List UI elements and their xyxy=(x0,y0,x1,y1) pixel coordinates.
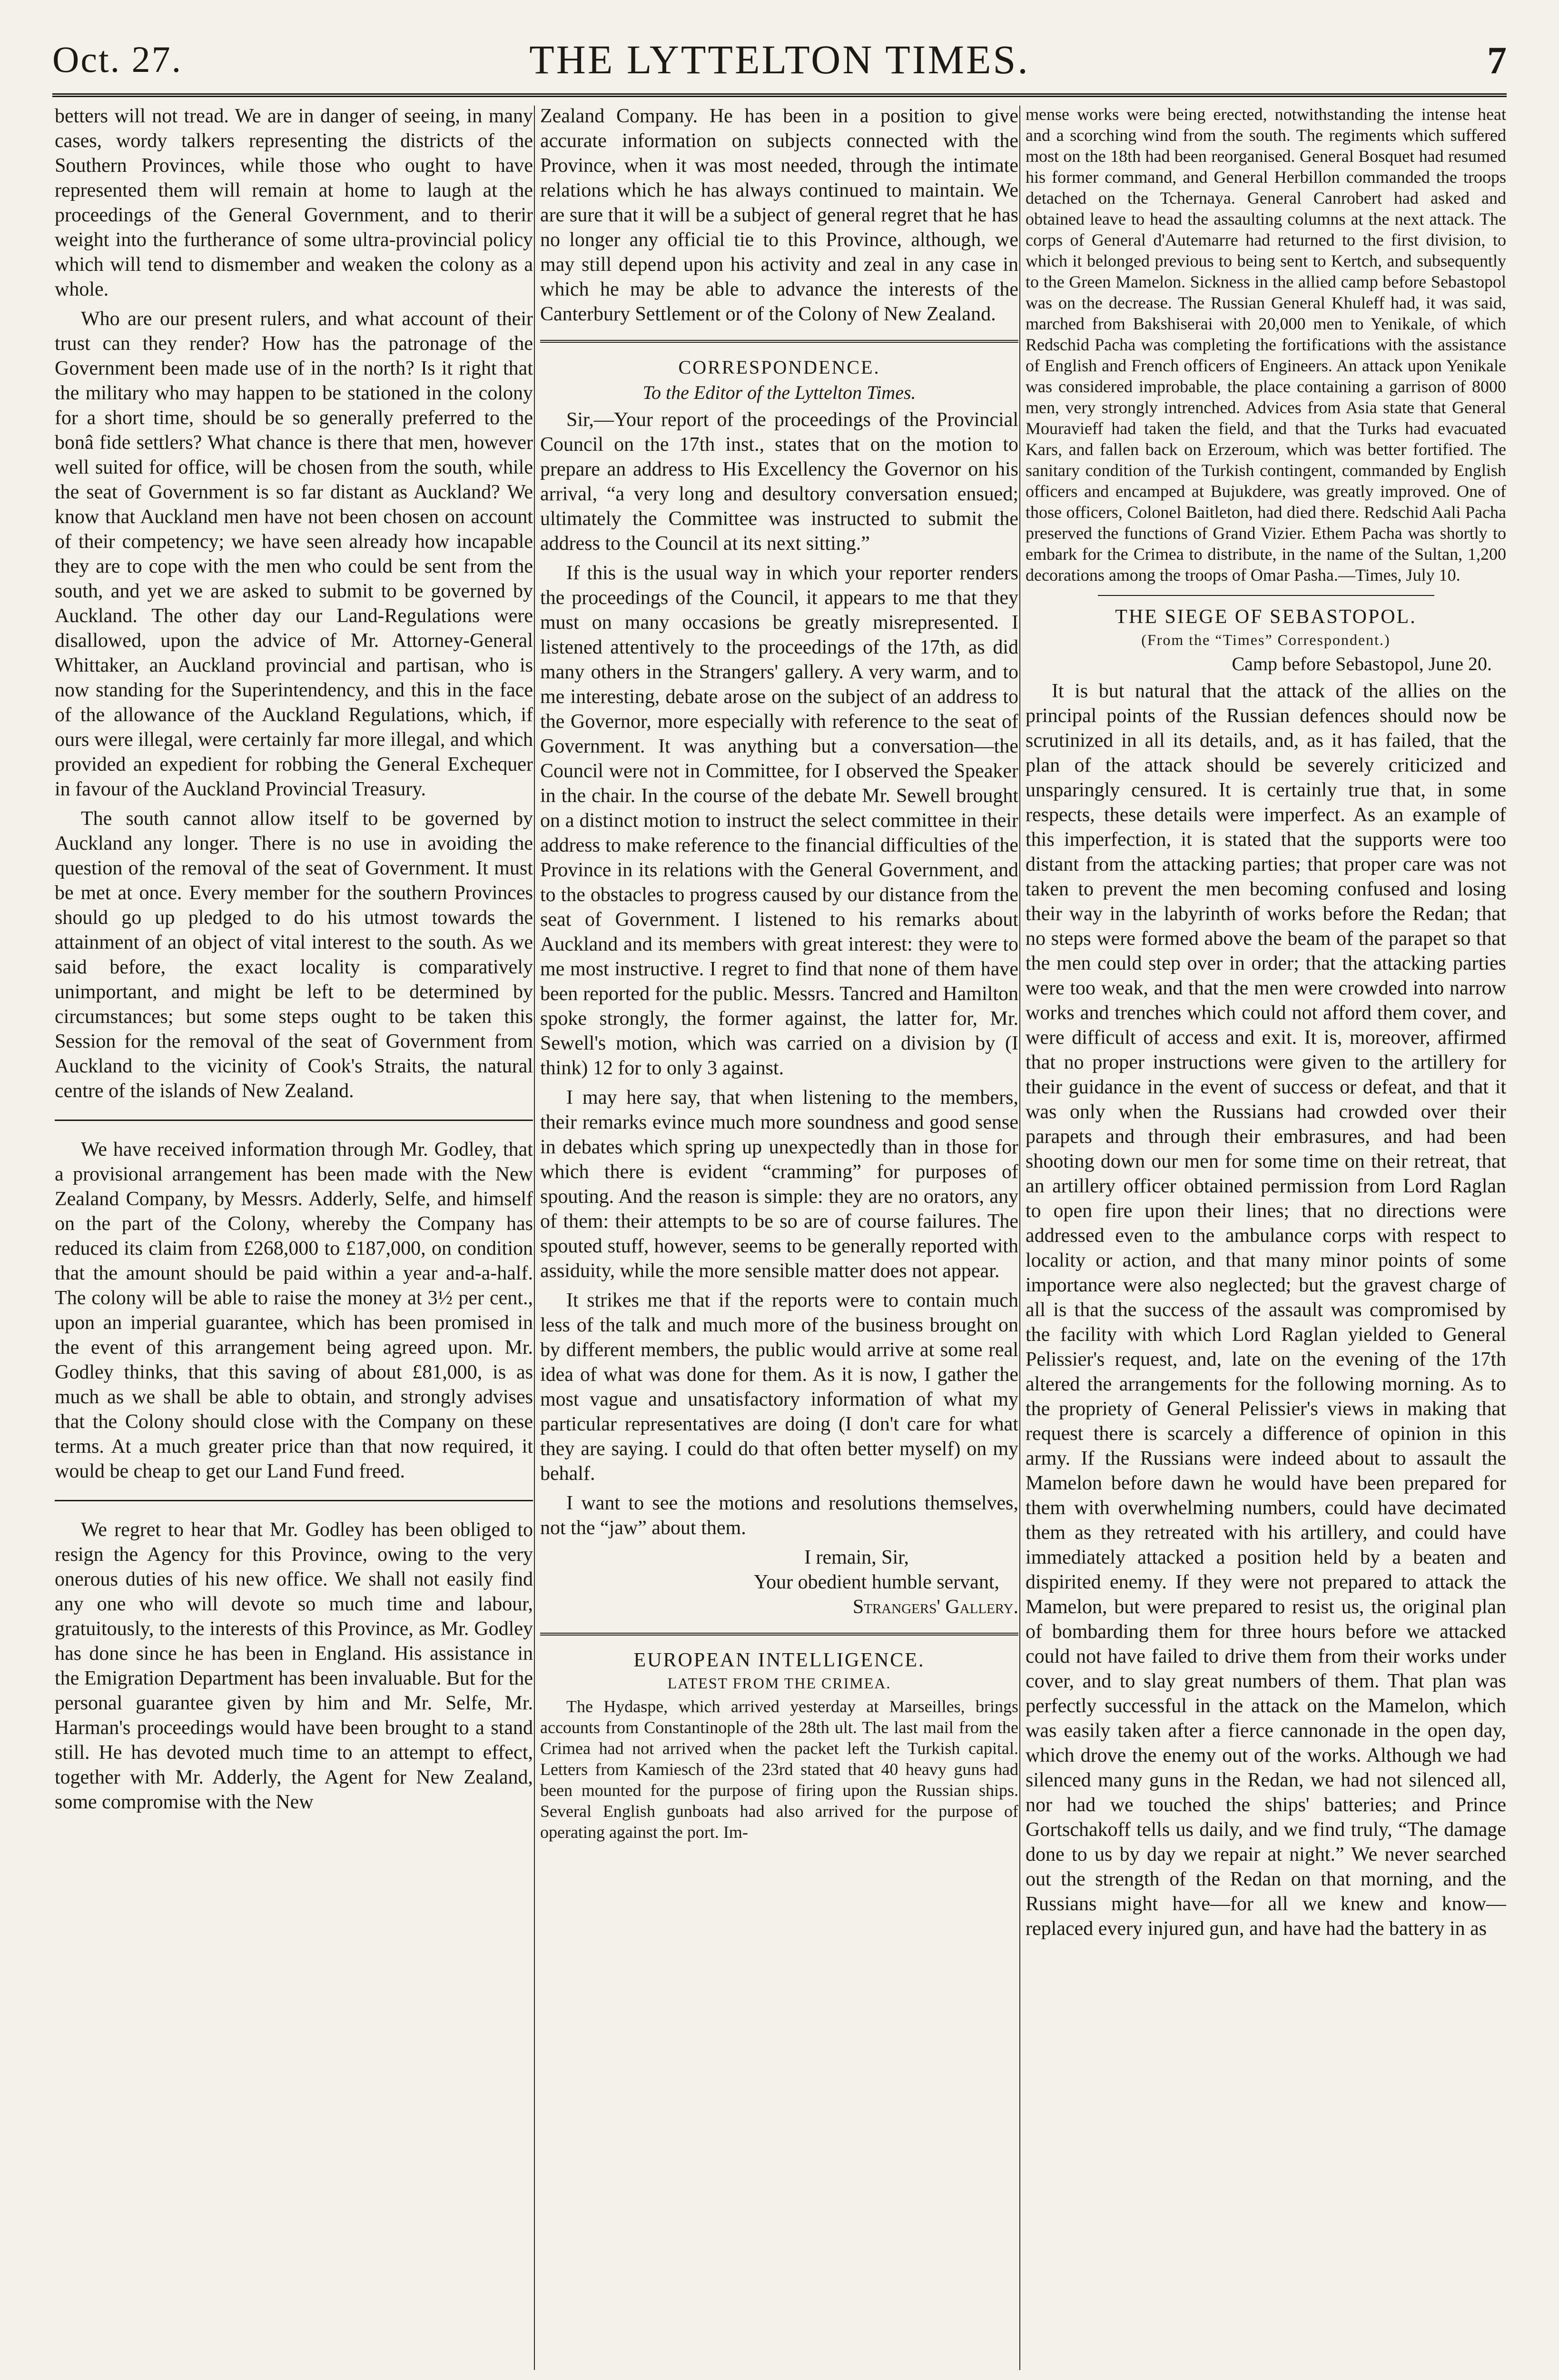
section-heading: CORRESPONDENCE. xyxy=(678,357,880,378)
article-paragraph: Zealand Company. He has been in a position to give accurate information on subjects connected with the Province, when it was most needed, through the intimate relations which he has always continued to maintain. We are sure that it will be a subject of general regret that he has no longer any official tie to this Province, although, we may still depend upon his activity and zeal in any case in which he may be able to advance the interests of the Canterbury Settlement or of the Colony of New Zealand. xyxy=(540,105,1018,325)
column-divider xyxy=(1019,106,1020,2370)
article-paragraph: betters will not tread. We are in danger of seeing, in many cases, wordy talkers representing the districts of the Southern Provinces, while those who ought to have represented them will remain at home to laugh at the proceedings of the General Government, and to therir weight into the furtherance of some ultra-provincial policy which will tend to dismember and weaken the colony as a whole. xyxy=(55,105,533,300)
page-number: 7 xyxy=(1487,39,1507,82)
article-paragraph: The Hydaspe, which arrived yesterday at Marseilles, brings accounts from Constantinople of the 28th ult. The last mail from the Crimea had not arrived when the packet left the Turkish capital. Letters from Kamiesch of the 23rd stated that 40 heavy guns had been mounted for the purpose of firing upon the Russian ships. Several English gunboats had also arrived for the purpose of operating against the port. Im- xyxy=(540,1697,1018,1842)
article-paragraph: mense works were being erected, notwithstanding the intense heat and a scorching wind from the south. The regiments which suffered most on the 18th had been reorganised. General Bosquet had resumed his former command, and General Herbillon commanded the troops detached on the Tchernaya. General Canrobert had asked and obtained leave to head the assaulting columns at the next attack. The corps of General d'Autemarre had returned to the first division, to which it belonged previous to being sent to Kertch, and subsequently to the Green Mamelon. Sickness in the allied camp before Sebastopol was on the decrease. The Russian General Khuleff had, it was said, marched from Bakshiserai with 20,000 men to Yenikale, of which Redschid Pacha was completing the fortifications with the assistance of English and French officers of Engineers. An attack upon Yenikale was considered improbable, the place containing a garrison of 8000 men, very strongly intrenched. Advices from Asia state that General Mouravieff had taken the field, and that the Turks had evacuated Kars, and fallen back on Erzeroum, which was better fortified. The sanitary condition of the Turkish contingent, commanded by English officers and encamped at Bujukdere, was greatly improved. One of those officers, Colonel Baitleton, had died there. Redschid Aali Pacha preserved the functions of Grand Vizier. Ethem Pacha was shortly to embark for the Crimea to distribute, in the name of the Sultan, 1,200 decorations among the troops of Omar Pasha.—Times, July 10. xyxy=(1026,105,1506,585)
issue-date: Oct. 27. xyxy=(52,39,183,80)
dateline: Camp before Sebastopol, June 20. xyxy=(1232,653,1492,674)
letter-paragraph: Sir,—Your report of the proceedings of the Provincial Council on the 17th inst., states that on the motion to prepare an address to His Excellency the Governor on his arrival, “a very long and desultory conversation ensued; ultimately the Committee was instructed to submit the address to the Council at its next sitting.” xyxy=(540,409,1018,555)
section-rule xyxy=(540,1633,1018,1636)
article-paragraph: We have received information through Mr. Godley, that a provisional arrangement has been made with the New Zealand Company, by Messrs. Adderly, Selfe, and himself on the part of the Colony, whereby the Company has reduced its claim from £268,000 to £187,000, on condition that the amount should be paid within a year and-a-half. The colony will be able to raise the money at 3½ per cent., upon an imperial guarantee, which has been promised in the event of this arrangement being agreed upon. Mr. Godley thinks, that this saving of about £81,000, is as much as we shall be able to obtain, and strongly advises that the Colony should close with the Company on these terms. At a much greater price than that now required, it would be cheap to get our Land Fund freed. xyxy=(55,1139,533,1482)
article-paragraph: Who are our present rulers, and what account of their trust can they render? How has the patronage of the Government been made use of in the north? Is it right that the military who may happen to be stationed in the colony for a short time, should be so generally preferred to the bonâ fide settlers? What chance is there that men, however well suited for office, will be chosen from the south, while the seat of Government is so far distant as Auckland? We know that Auckland men have not been chosen on account of their competency; we have seen already how incapable they are to cope with the men who could be sent from the south, and yet we are asked to submit to be governed by Auckland. The other day our Land-Regulations were disallowed, upon the advice of Mr. Attorney-General Whittaker, an Auckland provincial and partisan, who is now standing for the Superintendency, and this in the face of the allowance of the Auckland Regulations, which, if ours were illegal, were certainly far more illegal, and which provided an expedient for robbing the General Exchequer in favour of the Auckland Provincial Treasury. xyxy=(55,308,533,800)
letter-paragraph: If this is the usual way in which your reporter renders the proceedings of the Council, it appears to me that they must on many occasions be greatly misrepresented. I listened attentively to the proceedings of the 17th, as did many others in the Strangers' gallery. A very warm, and to me interesting, debate arose on the subject of an address to the Governor, more especially with reference to the seat of Government. It was anything but a conversation—the Council were not in Committee, for I observed the Speaker in the chair. In the course of the debate Mr. Sewell brought on a distinct motion to instruct the select committee in their address to make reference to the financial difficulties of the Province in its relations with the General Government, and to the obstacles to progress caused by our distance from the seat of Government. I listened to his remarks about Auckland and its members with great interest: they were to me most instructive. I regret to find that none of them have been reported for the public. Messrs. Tancred and Hamilton spoke strongly, the former against, the latter for, Mr. Sewell's motion, which was carried on a division by (I think) 12 for to only 3 against. xyxy=(540,562,1018,1079)
article-separator xyxy=(1098,595,1434,596)
column-left xyxy=(55,104,533,2375)
section-subheading: (From the “Times” Correspondent.) xyxy=(1141,631,1391,648)
newspaper-title: THE LYTTELTON TIMES. xyxy=(529,37,1030,82)
section-rule xyxy=(540,340,1018,343)
masthead xyxy=(52,33,1507,90)
masthead-rule xyxy=(52,93,1507,97)
letter-closing: I remain, Sir, xyxy=(804,1547,909,1568)
section-subheading: To the Editor of the Lyttelton Times. xyxy=(642,382,916,403)
letter-signature: Strangers' Gallery. xyxy=(852,1596,1018,1618)
letter-paragraph: I may here say, that when listening to the members, their remarks evince much more soundness and good sense in debates which spring up unexpectedly than in those for which there is evident “cramming” for purposes of spouting. And the reason is simple: they are no orators, any of them: their attempts to be so are of course failures. The spouted stuff, however, seems to be generally reported with assiduity, while the more sensible matter does not appear. xyxy=(540,1087,1018,1282)
article-paragraph: It is but natural that the attack of the allies on the principal points of the Russian defences should now be scrutinized in all its details, and, as it has failed, that the plan of the attack should be severely criticized and unsparingly censured. It is certainly true that, in some respects, these details were imperfect. As an example of this imperfection, it is stated that the supports were too distant from the attacking parties; that proper care was not taken to prevent the men becoming confused and losing their way in the labyrinth of works before the Redan; that no steps were formed above the beam of the parapet so that the men could step over in order; that the attacking parties were too weak, and that the men were crowded into narrow works and trenches which could not afford them cover, and were difficult of access and exit. It is, moreover, affirmed that no proper instructions were given to the artillery for their guidance in the event of success or defeat, and that it was only when the Russians had crowded over their parapets and through their embrasures, and had been shooting down our men for some time on their retreat, that an artillery officer obtained permission from Lord Raglan to open fire upon their lines; that no directions were addressed even to the ambulance corps with respect to locality or action, and that many minor points of some importance were also neglected; but the gravest charge of all is that the success of the assault was compromised by the facility with which Lord Raglan yielded to General Pelissier's request, and, late on the evening of the 17th altered the arrangements for the following morning. As to the propriety of General Pelissier's views in making that request there is scarcely a difference of opinion in this army. If the Russians were indeed about to assault the Mamelon before dawn he would have been prepared for them with overwhelming numbers, could have decimated them as they retreated with his artillery, and could have immediately attacked a position held by a beaten and dispirited enemy. If they were not prepared to attack the Mamelon, but were prepared to resist us, the original plan of bombarding them for three hours before we attacked could not have failed to drive them from their works under cover, and to slay great numbers of them. That plan was perfectly successful in the attack on the Mamelon, which was easily taken after a fierce cannonade in the open day, which drove the enemy out of the works. Although we had silenced many guns in the Redan, we had not silenced all, nor had we touched the ships' batteries; and Prince Gortschakoff tells us daily, and we find truly, “The damage done to us by day we repair at night.” We never searched out the strength of the Redan on that morning, and the Russians might have—for all we knew and know—replaced every injured gun, and have had the battery in as xyxy=(1026,680,1506,1940)
section-subheading: LATEST FROM THE CRIMEA. xyxy=(667,1675,891,1692)
section-heading: THE SIEGE OF SEBASTOPOL. xyxy=(1115,606,1417,628)
column-middle xyxy=(540,104,1018,2375)
letter-paragraph: It strikes me that if the reports were to contain much less of the talk and much more of the business brought on by different members, the public would arrive at some real idea of what was done for them. As it is now, I gather the most vague and unsatisfactory information of what my particular representatives are doing (I don't care for what they are saying. I could do that often better myself) on my behalf. xyxy=(540,1289,1018,1485)
column-divider xyxy=(534,106,535,2370)
article-paragraph: We regret to hear that Mr. Godley has been obliged to resign the Agency for this Province, owing to the very onerous duties of his new office. We shall not easily find any one who will devote so much time and labour, gratuitously, to the interests of this Province, as Mr. Godley has done since he has been in England. His assistance in the Emigration Department has been invaluable. But for the personal guarantee given by him and Mr. Selfe, Mr. Harman's proceedings would have been brought to a stand still. He has devoted much time to an attempt to effect, together with Mr. Adderly, the Agent for New Zealand, some compromise with the New xyxy=(55,1519,533,1813)
article-paragraph: The south cannot allow itself to be governed by Auckland any longer. There is no use in avoiding the question of the removal of the seat of Government. It must be met at once. Every member for the southern Provinces should go up pledged to do his utmost towards the attainment of an object of vital interest to the south. As we said before, the exact locality is comparatively unimportant, and might be left to be determined by circumstances; but some steps ought to be taken this Session for the removal of the seat of Government from Auckland to the vicinity of Cook's Straits, the natural centre of the islands of New Zealand. xyxy=(55,808,533,1102)
article-separator xyxy=(55,1120,533,1121)
article-separator xyxy=(55,1500,533,1501)
column-right xyxy=(1026,104,1506,2375)
section-heading: EUROPEAN INTELLIGENCE. xyxy=(633,1649,925,1671)
letter-closing: Your obedient humble servant, xyxy=(754,1571,999,1593)
letter-paragraph: I want to see the motions and resolutions themselves, not the “jaw” about them. xyxy=(540,1492,1018,1539)
